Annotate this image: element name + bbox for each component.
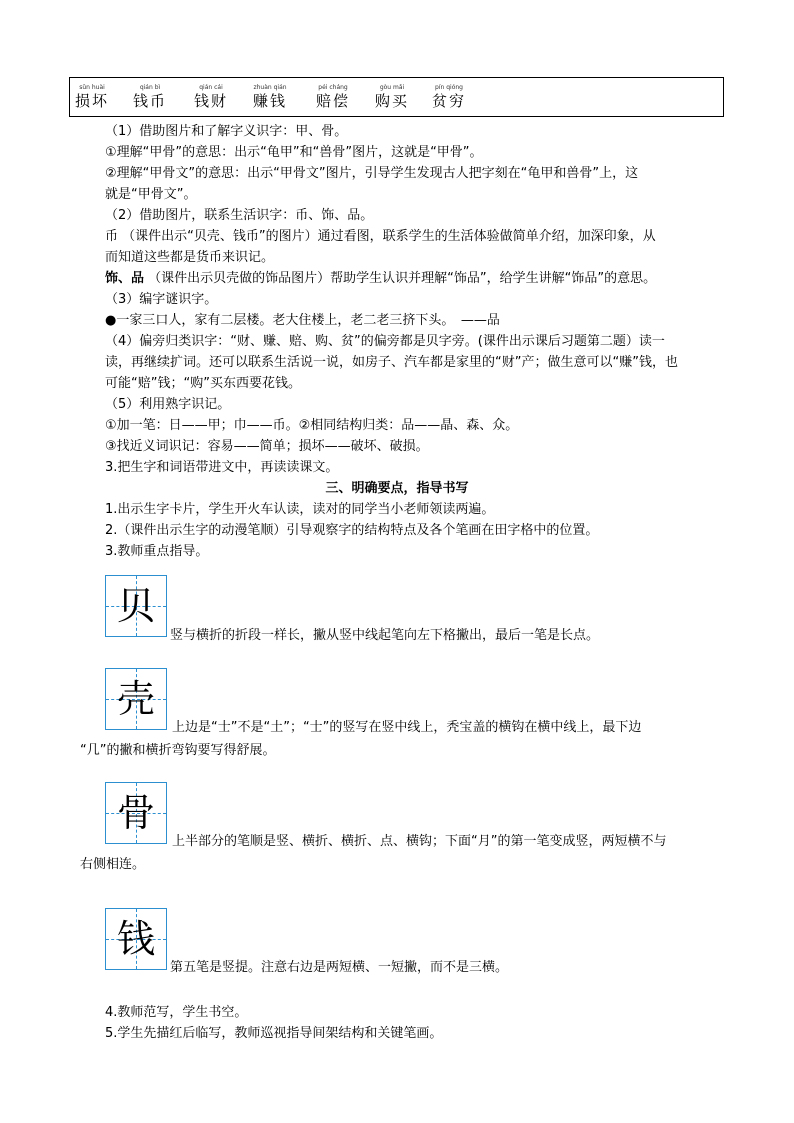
- pinyin: qián bì: [139, 84, 161, 91]
- vocab-word: [75, 84, 109, 111]
- riddle-line: ●一家三口人，家有二层楼。老大住楼上，老二老三挤下头。 ——品: [105, 313, 500, 328]
- text-line: 币 （课件出示“贝壳、钱币”的图片）通过看图，联系学生的生活体验做简单介绍，加深印象，从: [105, 229, 656, 244]
- vocabulary-box: [69, 77, 724, 117]
- text-span: （课件出示贝壳做的饰品图片）帮助学生认识并理解“饰品”，给学生讲解“饰品”的意思。: [144, 271, 657, 286]
- writing-character: 钱: [116, 917, 155, 961]
- text-line: （2）借助图片，联系生活识字：币、饰、品。: [105, 208, 374, 223]
- hanzi: 钱财: [194, 92, 229, 110]
- text-line: [105, 270, 656, 288]
- pinyin: gòu mǎi: [379, 84, 405, 91]
- character-guidance: 竖与横折的折段一样长，撇从竖中线起笔向左下格撇出，最后一笔是长点。: [170, 628, 600, 643]
- character-guidance: 上半部分的笔顺是竖、横折、横折、点、横钩；下面“月”的第一笔变成竖，两短横不与: [172, 834, 667, 849]
- text-line: ②理解“甲骨文”的意思：出示“甲骨文”图片，引导学生发现古人把字刻在“龟甲和兽骨”上，这: [105, 166, 639, 181]
- vocab-word: [194, 84, 228, 111]
- vocab-word: [253, 84, 287, 111]
- writing-character: 壳: [116, 677, 155, 721]
- tianzige-grid: [105, 782, 167, 844]
- pinyin: pín qióng: [435, 84, 463, 91]
- hanzi: 钱币: [133, 92, 168, 110]
- text-line: （3）编字谜识字。: [105, 292, 218, 307]
- text-line: 就是“甲骨文”。: [105, 187, 197, 202]
- pinyin: zhuàn qián: [253, 84, 287, 91]
- section-heading: 三、明确要点，指导书写: [325, 481, 469, 496]
- text-line: ①理解“甲骨”的意思：出示“龟甲”和“兽骨”图片，这就是“甲骨”。: [105, 145, 483, 160]
- text-line: 可能“赔”钱；“购”买东西要花钱。: [105, 376, 301, 391]
- vocab-word: [316, 84, 350, 111]
- text-line: ①加一笔：日——甲；巾——币。②相同结构归类：品——晶、森、众。: [105, 418, 519, 433]
- text-line: 2.（课件出示生字的动漫笔顺）引导观察字的结构特点及各个笔画在田字格中的位置。: [105, 523, 599, 538]
- bold-term: 饰、品: [105, 271, 145, 286]
- tianzige-grid: [105, 575, 167, 637]
- pinyin: péi cháng: [318, 84, 348, 91]
- pinyin: qián cái: [199, 84, 223, 91]
- hanzi: 购买: [375, 92, 410, 110]
- text-line: 1.出示生字卡片，学生开火车认读，读对的同学当小老师领读两遍。: [105, 502, 495, 517]
- text-line: （5）利用熟字识记。: [105, 397, 231, 412]
- text-line: 而知道这些都是货币来识记。: [105, 250, 275, 265]
- text-line: 5.学生先描红后临写，教师巡视指导间架结构和关键笔画。: [105, 1026, 443, 1041]
- text-line: 3.把生字和词语带进文中，再读读课文。: [105, 460, 339, 475]
- vocab-word: [375, 84, 409, 111]
- text-line: （1）借助图片和了解字义识字：甲、骨。: [105, 124, 348, 139]
- vocab-word: [432, 84, 466, 111]
- text-line: ③找近义词识记：容易——简单；损坏——破坏、破损。: [105, 439, 429, 454]
- hanzi: 贫穷: [432, 92, 467, 110]
- hanzi: 赚钱: [253, 92, 288, 110]
- hanzi: 损坏: [75, 92, 110, 110]
- text-line: 读，再继续扩词。还可以联系生活说一说，如房子、汽车都是家里的“财”产；做生意可以“赚”钱，也: [105, 355, 678, 370]
- character-guidance: 第五笔是竖提。注意右边是两短横、一短撇，而不是三横。: [170, 960, 509, 975]
- text-line: （4）偏旁归类识字：“财、赚、赔、购、贫”的偏旁都是贝字旁。(课件出示课后习题第二题）读一: [105, 334, 665, 349]
- tianzige-grid: [105, 668, 167, 730]
- pinyin: sǔn huài: [79, 84, 105, 91]
- vocab-word: [133, 84, 167, 111]
- character-guidance: 上边是“士”不是“土”；“士”的竖写在竖中线上，秃宝盖的横钩在横中线上，最下边: [172, 720, 642, 735]
- text-line: 3.教师重点指导。: [105, 544, 209, 559]
- writing-character: 贝: [116, 584, 155, 628]
- text-line: 4.教师范写，学生书空。: [105, 1005, 248, 1020]
- tianzige-grid: [105, 908, 167, 970]
- hanzi: 赔偿: [316, 92, 351, 110]
- character-guidance-cont: 右侧相连。: [80, 857, 146, 872]
- writing-character: 骨: [116, 791, 155, 835]
- character-guidance-cont: “几”的撇和横折弯钩要写得舒展。: [80, 743, 276, 758]
